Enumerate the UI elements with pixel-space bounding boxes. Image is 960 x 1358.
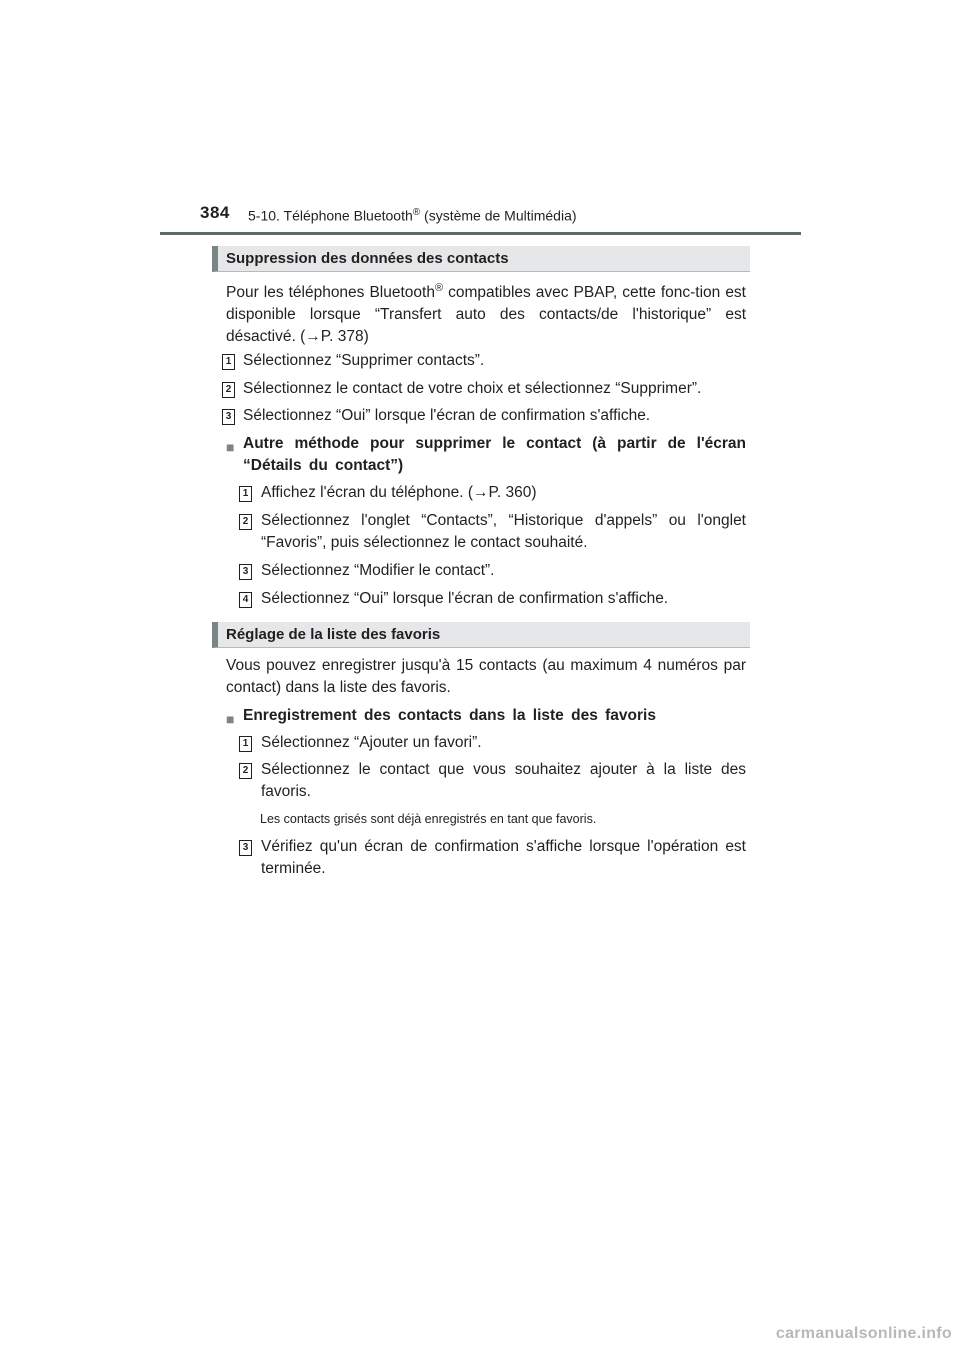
chapter-title: 5-10. Téléphone Bluetooth® (système de Multimédia) xyxy=(248,207,577,224)
note-text: Les contacts grisés sont déjà enregistrés en tant que favoris. xyxy=(260,812,597,826)
step-text: Sélectionnez “Modifier le contact”. xyxy=(261,562,495,579)
page-number: 384 xyxy=(200,203,230,222)
step-text: Vérifiez qu'un écran de confirmation s'affiche lorsque l'opération est terminée. xyxy=(261,838,746,877)
section1-intro: Pour les téléphones Bluetooth® compatibles avec PBAP, cette fonc-tion est disponible lorsque “Transfert auto des contacts/de l'historique” est désactivé. (→P. 378) xyxy=(226,281,746,345)
step-number-badge: 3 xyxy=(222,409,235,425)
step-number-badge: 1 xyxy=(222,354,235,370)
step-number-badge: 1 xyxy=(239,486,252,502)
square-bullet-icon: ■ xyxy=(226,711,235,727)
watermark: carmanualsonline.info xyxy=(775,1325,952,1342)
step-text: Sélectionnez le contact que vous souhaitez ajouter à la liste des favoris. xyxy=(261,761,746,800)
step-text: Sélectionnez l'onglet “Contacts”, “Historique d'appels” ou l'onglet “Favoris”, puis sélectionnez le contact souhaité. xyxy=(261,512,746,551)
step-text: Sélectionnez “Oui” lorsque l'écran de confirmation s'affiche. xyxy=(243,407,651,424)
step-number-badge: 3 xyxy=(239,564,252,580)
step-text: Affichez l'écran du téléphone. (→P. 360) xyxy=(261,484,537,501)
step-text: Sélectionnez “Supprimer contacts”. xyxy=(243,352,485,369)
step-text: Sélectionnez “Oui” lorsque l'écran de confirmation s'affiche. xyxy=(261,590,669,607)
step-number-badge: 2 xyxy=(239,763,252,779)
subheading-alternative-method: ■ Autre méthode pour supprimer le contact (à partir de l'écran “Détails du contact”) xyxy=(226,435,746,474)
square-bullet-icon: ■ xyxy=(226,439,235,455)
step-number-badge: 2 xyxy=(222,382,235,398)
step-text: Sélectionnez le contact de votre choix et sélectionnez “Supprimer”. xyxy=(243,380,702,397)
section2-intro: Vous pouvez enregistrer jusqu'à 15 contacts (au maximum 4 numéros par contact) dans la liste des favoris. xyxy=(226,657,746,696)
section-heading-delete-contacts: Suppression des données des contacts xyxy=(212,246,750,272)
step-number-badge: 4 xyxy=(239,592,252,608)
step-text: Sélectionnez “Ajouter un favori”. xyxy=(261,734,482,751)
section-heading-favorites: Réglage de la liste des favoris xyxy=(212,622,750,648)
step-number-badge: 3 xyxy=(239,840,252,856)
step-number-badge: 1 xyxy=(239,736,252,752)
step-number-badge: 2 xyxy=(239,514,252,530)
header-rule xyxy=(160,232,801,235)
subheading-register-favorites: ■ Enregistrement des contacts dans la liste des favoris xyxy=(226,705,746,727)
